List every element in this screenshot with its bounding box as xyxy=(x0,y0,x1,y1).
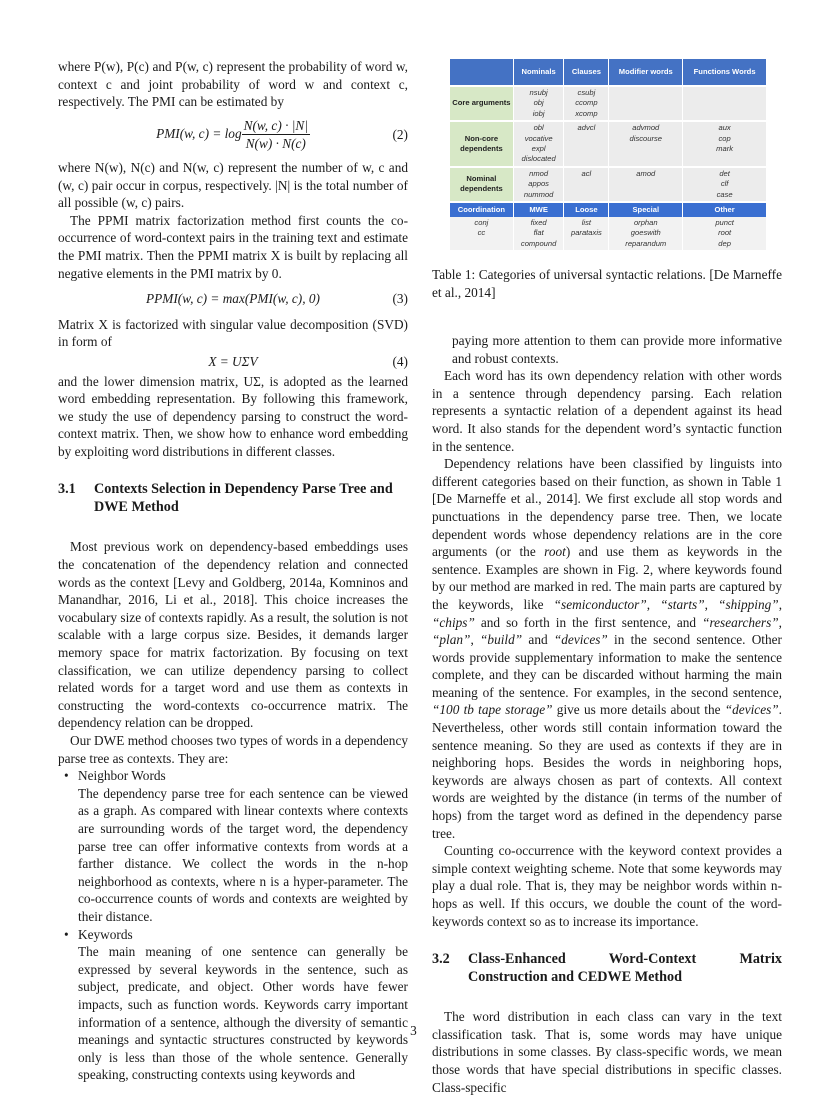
relation: obj xyxy=(533,98,544,108)
header-modifier-words: Modifier words xyxy=(609,59,683,86)
relation: expl xyxy=(531,144,546,154)
relation: nummod xyxy=(523,189,554,199)
paragraph-svd: Matrix X is factorized with singular value decomposition (SVD) in form of xyxy=(58,316,408,350)
table-cell xyxy=(564,121,609,167)
keyword-example: “100 tb tape storage” xyxy=(432,702,553,718)
band-loose: Loose xyxy=(564,202,609,217)
table-cell xyxy=(450,217,513,250)
band-coordination: Coordination xyxy=(450,202,513,217)
relation: compound xyxy=(520,238,557,248)
paragraph-counts: where N(w), N(c) and N(w, c) represent the number of w, c and (w, c) pair occur in corpus, respectively. |N| is the total number of all possible (w, c) pairs. xyxy=(58,159,408,211)
keyword-example: “devices” xyxy=(724,702,779,718)
relation: vocative xyxy=(524,133,553,143)
bullet-icon: • xyxy=(64,926,69,942)
table-cell xyxy=(513,167,564,202)
relation: root xyxy=(718,228,732,238)
list-item-body: The dependency parse tree for each sentence can be viewed as a graph. As compared with linear contexts where contexts are surrounding words of the target word, the dependency parse tree can offer informative contexts from words at a farther distance. We collect the words in the n-hop neighborhood as contexts, where n is a hyper-parameter. The co-occurrence counts of words and contexts are weighted by their distance. xyxy=(78,785,408,924)
keyword-example: “shipping” xyxy=(718,596,779,612)
table-band-row xyxy=(450,202,767,217)
relation: obl xyxy=(533,123,544,133)
row-label: Nominal dependents xyxy=(450,167,513,202)
table-caption: Table 1: Categories of universal syntactic relations. [De Marneffe et al., 2014] xyxy=(432,267,782,300)
relation: iobj xyxy=(532,108,545,118)
relation: case xyxy=(716,189,733,199)
section-number: 3.2 xyxy=(432,951,450,968)
relation: fixed xyxy=(530,218,547,228)
paragraph-pmi-intro: where P(w), P(c) and P(w, c) represent the probability of word w, context c and joint probability of word w and context c, respectively. The PMI can be estimated by xyxy=(58,59,408,110)
equation-4 xyxy=(58,353,408,371)
table-header-row xyxy=(450,59,767,86)
relation: amod xyxy=(636,168,656,178)
text-span: . Nevertheless, other words still contain information toward the sentence meaning. So they are used as contexts if they are in neighboring hops. Besides the words in neighboring hops, keywords are always chosen as part of contexts. All context words are weighted by the distance (in terms of the number of hops) from the target word as defined in the dependency parse tree. xyxy=(432,702,782,841)
band-special: Special xyxy=(609,202,683,217)
relation: reparandum xyxy=(625,238,667,248)
equation-3 xyxy=(58,290,408,308)
header-empty xyxy=(450,59,513,86)
list-item-title: Keywords xyxy=(78,926,133,942)
table-row-non-core-dependents xyxy=(450,121,767,167)
keyword-example: “plan” xyxy=(432,632,471,648)
relation: goeswith xyxy=(630,228,661,238)
list-item-title: Neighbor Words xyxy=(78,768,166,784)
paragraph-dwe-intro: Our DWE method chooses two types of words in a dependency parse tree as contexts. They are: xyxy=(58,733,408,766)
keyword-example: “build” xyxy=(480,632,523,648)
relation: xcomp xyxy=(575,108,598,118)
relation: conj xyxy=(474,218,489,228)
italic-term: root xyxy=(544,544,566,560)
table-cell xyxy=(609,167,683,202)
table-cell xyxy=(683,167,767,202)
text-span: and so forth in the first sentence, and xyxy=(474,614,703,630)
relation: cc xyxy=(477,228,486,238)
relation: det xyxy=(719,168,730,178)
table-1 xyxy=(450,59,767,250)
section-heading-3-1 xyxy=(58,480,408,516)
section-number: 3.1 xyxy=(58,481,76,498)
syntactic-relations-table xyxy=(450,59,767,250)
table-cell xyxy=(564,86,609,121)
list-item-keywords xyxy=(64,926,408,1084)
keyword-example: “chips” xyxy=(432,614,475,630)
table-cell xyxy=(683,217,767,250)
section-title: Class-Enhanced Word-Context Matrix Construction and CEDWE Method xyxy=(468,951,782,986)
relation: list xyxy=(581,218,592,228)
text-span: in the second sentence. Other words provide supplementary information to make the sentence complete, and they can be discarded without harming the main meaning of the sentence. For examples, in the second sentence, xyxy=(432,632,782,700)
paragraph-classification: Dependency relations have been classified by linguists into different categories based on their function, as shown in Table 1 [De Marneffe et al., 2014]. We first exclude all stop words and punctuations in the dependency parse tree. Then, we locate dependent words whose dependency relations are in the core arguments (or the root) and use them as keywords in the sentence. Examples are shown in Fig. 2, where keywords found by our method are marked in red. The main parts are captured by the keywords, like “semiconductor”, “starts”, “shipping”, “chips” and so forth in the first sentence, and “researchers”, “plan”, “build” and “devices” in the second sentence. Other words provide supplementary information to make the sentence complete, and they can be discarded without harming the main meaning of the sentence. For examples, in the second sentence, “100 tb tape storage” give us more details about the “devices”. Nevertheless, other words still contain information toward the sentence meaning. So they are used as contexts if they are in neighboring hops. Besides the words in neighboring hops, keywords are always chosen as part of contexts. All context words are weighted by the distance (in terms of the number of hops) from the target word as defined in the dependency parse tree. xyxy=(432,456,783,841)
table-row-nominal-dependents xyxy=(450,167,767,202)
band-mwe: MWE xyxy=(513,202,564,217)
list-item-neighbor-words xyxy=(64,767,408,925)
relation: discourse xyxy=(629,133,663,143)
table-cell xyxy=(683,121,767,167)
header-function-words: Functions Words xyxy=(683,59,767,86)
table-cell xyxy=(513,86,564,121)
equation-number: (3) xyxy=(392,291,408,307)
relation: punct xyxy=(715,218,734,228)
list-item-body: The main meaning of one sentence can generally be expressed by several keywords in the sentence, such as subject, predicate, and object. Other words have fewer impacts, such as function words. Keywords carry important information of a sentence, although the diversity of semantic meanings and syntactic structures constructed by keywords only is less than those of the whole sentence. Generally speaking, constructing contexts using keywords and xyxy=(78,944,408,1083)
relation: advcl xyxy=(577,123,596,133)
relation: aux xyxy=(718,123,731,133)
header-clauses: Clauses xyxy=(564,59,609,86)
row-label: Non-core dependents xyxy=(450,121,513,167)
equation-body: X = UΣV xyxy=(208,353,258,369)
relation: parataxis xyxy=(570,228,602,238)
keyword-example: “devices” xyxy=(553,632,608,648)
page-number: 3 xyxy=(410,1023,417,1038)
relation: flat xyxy=(533,228,544,238)
paragraph-embedding: and the lower dimension matrix, UΣ, is adopted as the learned word embedding representation. By following this framework, we study the use of dependency parsing to construct the word-context matrix. Then, we show how to enhance word embedding by exploiting word distributions in different classes. xyxy=(58,373,408,459)
paragraph-weighting: Counting co-occurrence with the keyword context provides a simple context weighting scheme. Note that some keywords may play a dual role. That is, they may be neighbor words within n-hops as well. If this occurs, we double the count of the word-keywords context so as to increase its importance. xyxy=(432,843,782,929)
table-cell xyxy=(609,121,683,167)
equation-number: (4) xyxy=(392,353,408,369)
paragraph-previous-work: Most previous work on dependency-based embeddings uses the concatenation of the dependency relation and connected words as the context [Levy and Goldberg, 2014a, Komninos and Manandhar, 2016, Li et al., 2018]. This choice increases the vocabulary size of contexts rapidly. As a result, the solution is not scalable with a large corpus size. Besides, it demands larger memory space for matrix factorization. By focusing on text classification, we can utilize dependency parsing to collect related words for a target word and use them as contexts in constructing the word-contexts co-occurrence matrix. The dependency relation can be dropped. xyxy=(58,539,408,731)
header-nominals: Nominals xyxy=(513,59,564,86)
numerator: N(w, c) · |N| xyxy=(242,117,310,136)
relation: clf xyxy=(720,179,729,189)
text-span: give us more details about the xyxy=(552,702,725,718)
table-cell xyxy=(609,86,683,121)
equation-lhs: PMI(w, c) = log xyxy=(156,125,242,141)
table-cell xyxy=(683,86,767,121)
keyword-example: “researchers” xyxy=(702,614,779,630)
equation-number: (2) xyxy=(392,127,408,143)
text-span: ) and use them as keywords in the sentence. Examples are shown in Fig. 2, where keywords found by our method are marked in red. The main parts are captured by the keywords, like xyxy=(432,544,783,612)
relation: orphan xyxy=(633,218,658,228)
table-row-core-arguments xyxy=(450,86,767,121)
paragraph-keywords-continued: paying more attention to them can provide more informative and robust contexts. xyxy=(452,333,782,366)
bullet-icon: • xyxy=(64,768,69,784)
right-column xyxy=(432,332,782,1096)
table-cell xyxy=(513,121,564,167)
table-cell xyxy=(609,217,683,250)
relation: csubj xyxy=(577,88,596,97)
paragraph-class-distribution: The word distribution in each class can vary in the text classification task. That is, some words may have unique distributions in some classes. By class-specific words, we mean those words that have special distributions in specific classes. Class-specific xyxy=(432,1009,782,1095)
relation: cop xyxy=(718,133,731,143)
keyword-example: “semiconductor” xyxy=(553,596,647,612)
equation-body: PPMI(w, c) = max(PMI(w, c), 0) xyxy=(146,291,320,307)
table-row-band-values xyxy=(450,217,767,250)
relation: ccomp xyxy=(575,98,598,108)
relation: dislocated xyxy=(521,154,556,164)
relation: advmod xyxy=(632,123,660,133)
paragraph-ppmi: The PPMI matrix factorization method first counts the co-occurrence of word-context pairs in the training text and estimate the PMI matrix. Then the PPMI matrix X is built by replacing all negative elements in the PMI matrix by 0. xyxy=(58,212,408,281)
paragraph-dependency-relation: Each word has its own dependency relation with other words in a sentence through dependency parsing. Each relation represents a syntactic relation of a dependent against its head word. It also stands for the dependent word’s syntactic function in the sentence. xyxy=(432,368,782,454)
relation: appos xyxy=(528,179,549,189)
text-span: Dependency relations have been classified by linguists into different categories based on their function, as shown in Table 1 [De Marneffe et al., 2014]. We first exclude all stop words and punctuations in the dependency parse tree. Then, we locate dependent words whose dependency relations are in the core arguments (or the xyxy=(432,456,782,560)
table-cell xyxy=(564,167,609,202)
band-other: Other xyxy=(683,202,767,217)
relation: mark xyxy=(716,144,734,154)
table-cell xyxy=(513,217,564,250)
row-label: Core arguments xyxy=(450,86,513,121)
left-column xyxy=(58,58,408,1084)
relation: dep xyxy=(718,238,731,248)
denominator: N(w) · N(c) xyxy=(245,136,306,152)
relation: nmod xyxy=(529,168,549,178)
keyword-example: “starts” xyxy=(660,596,705,612)
fraction xyxy=(242,117,310,153)
relation: acl xyxy=(581,168,592,178)
section-title: Contexts Selection in Dependency Parse Tree and DWE Method xyxy=(94,481,393,516)
section-heading-3-2 xyxy=(432,950,782,986)
relation: nsubj xyxy=(529,88,548,97)
table-cell xyxy=(564,217,609,250)
equation-2 xyxy=(58,117,408,153)
